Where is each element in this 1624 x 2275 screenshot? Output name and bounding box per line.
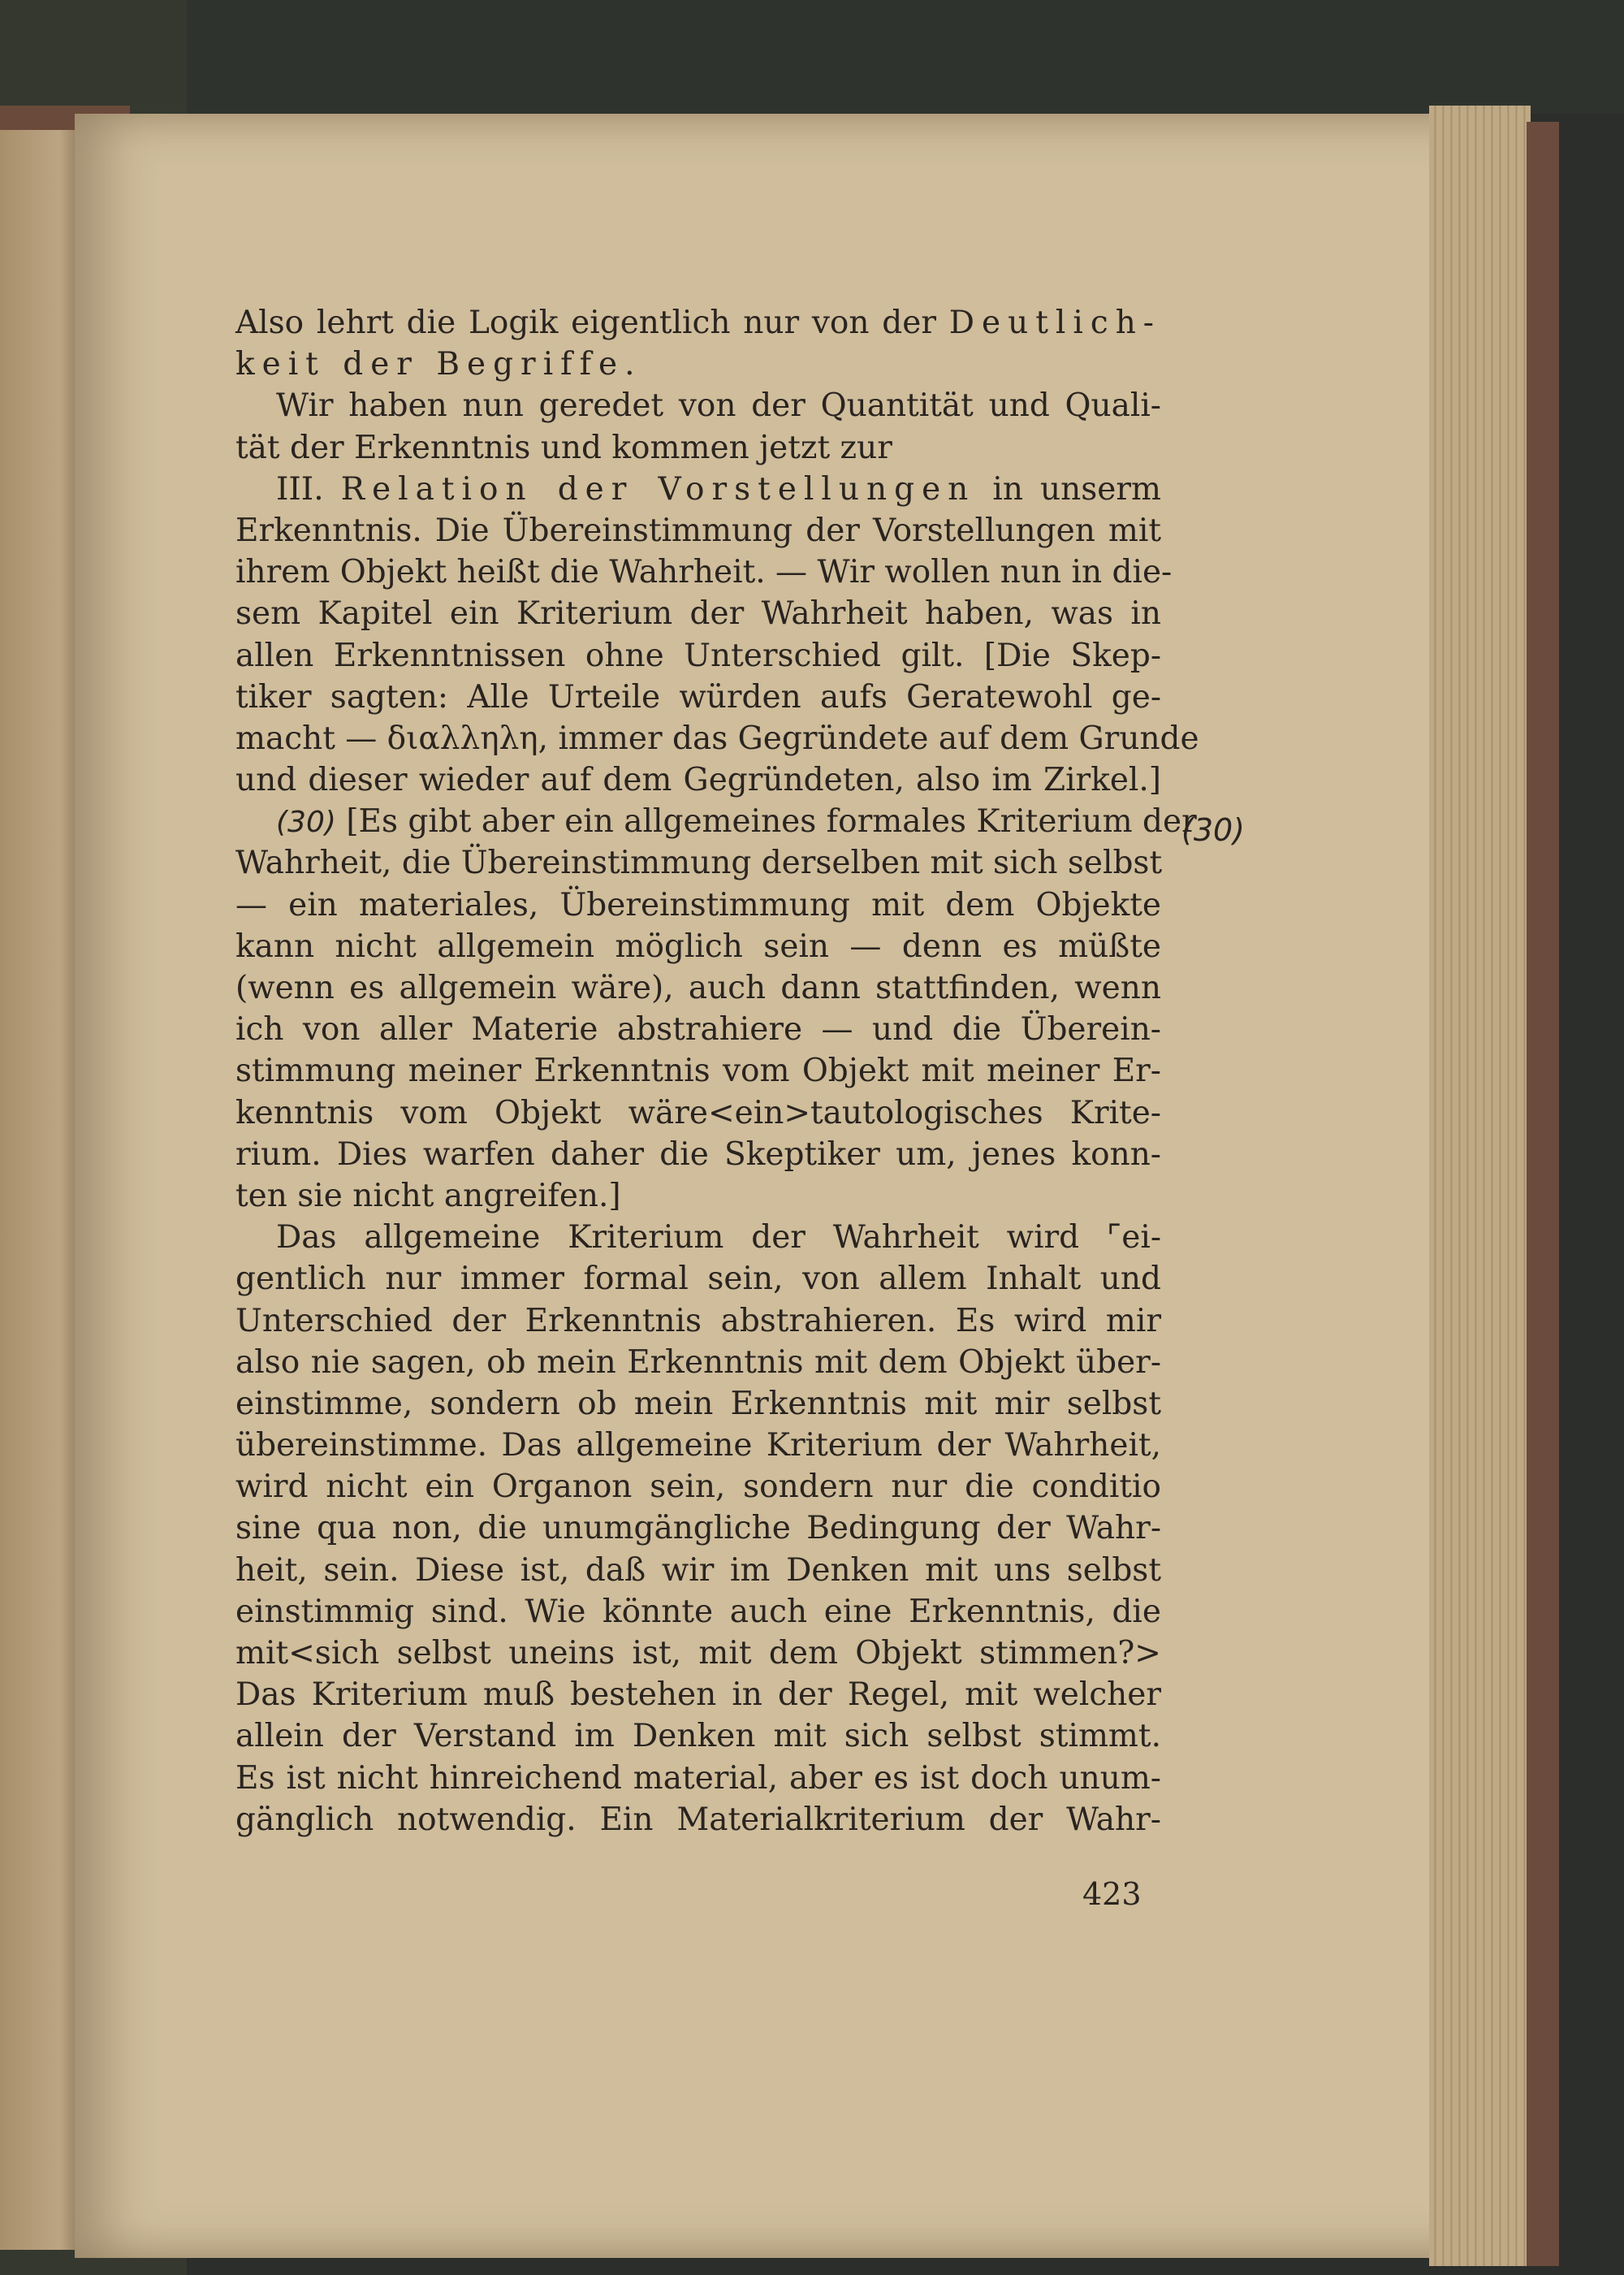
section-number: III. bbox=[276, 470, 324, 508]
text-span: in unserm bbox=[992, 470, 1161, 508]
text-line: keit der Begriffe. bbox=[235, 346, 642, 383]
text-line: einstimme, sondern ob mein Erkenntnis mit mir selbst bbox=[235, 1385, 1161, 1422]
text-line: allein der Verstand im Denken mit sich selbst stimmt. bbox=[235, 1718, 1161, 1755]
text-line: — ein materiales, Übereinstimmung mit dem Objekte bbox=[235, 886, 1161, 923]
text-line: gänglich notwendig. Ein Materialkriterium der Wahr- bbox=[235, 1801, 1161, 1838]
text-line: Das Kriterium muß bestehen in der Regel, mit welcher bbox=[235, 1676, 1161, 1714]
page-fore-edge bbox=[1429, 106, 1531, 2266]
text-line: Unterschied der Erkenntnis abstrahieren. Es wird mir bbox=[235, 1302, 1161, 1339]
text-line: tiker sagten: Alle Urteile würden aufs Geratewohl ge- bbox=[235, 678, 1161, 716]
text-line: Es ist nicht hinreichend material, aber es ist doch unum- bbox=[235, 1759, 1161, 1797]
text-line bbox=[235, 801, 1197, 842]
right-cover-edge bbox=[1527, 122, 1559, 2266]
page-number: 423 bbox=[1082, 1876, 1142, 1912]
text-line: kenntnis vom Objekt wäre<ein>tautologisches Krite- bbox=[235, 1094, 1161, 1131]
text-span: Also lehrt die Logik eigentlich nur von der bbox=[235, 305, 936, 341]
section-heading-line bbox=[235, 469, 1161, 510]
text-line: rium. Dies warfen daher die Skeptiker um, jenes konn- bbox=[235, 1135, 1161, 1173]
text-line: gentlich nur immer formal sein, von allem Inhalt und bbox=[235, 1261, 1161, 1298]
text-line: wird nicht ein Organon sein, sondern nur die conditio bbox=[235, 1468, 1161, 1506]
text-line: sem Kapitel ein Kriterium der Wahrheit haben, was in bbox=[235, 595, 1161, 633]
text-line: stimmung meiner Erkenntnis vom Objekt mit meiner Er- bbox=[235, 1053, 1161, 1090]
scan-background-top bbox=[0, 0, 1624, 114]
text-line: mit<sich selbst uneins ist, mit dem Objekt stimmen?> bbox=[235, 1635, 1161, 1672]
section-title: Relation der Vorstellungen bbox=[340, 470, 976, 508]
text-line: sine qua non, die unumgängliche Bedingung der Wahr- bbox=[235, 1510, 1161, 1547]
text-line: allen Erkenntnissen ohne Unterschied gilt. [Die Skep- bbox=[235, 637, 1161, 674]
inline-section-marker: (30) bbox=[276, 806, 336, 840]
text-line: macht — διαλληλη, immer das Gegründete auf dem Grunde bbox=[235, 720, 1199, 757]
text-line: Wahrheit, die Übereinstimmung derselben mit sich selbst bbox=[235, 845, 1163, 882]
text-line: ich von aller Materie abstrahiere — und die Überein- bbox=[235, 1011, 1161, 1049]
text-line: einstimmig sind. Wie könnte auch eine Erkenntnis, die bbox=[235, 1593, 1161, 1630]
text-line: tät der Erkenntnis und kommen jetzt zur bbox=[235, 429, 892, 466]
text-line: heit, sein. Diese ist, daß wir im Denken mit uns selbst bbox=[235, 1551, 1161, 1589]
text-line: Das allgemeine Kriterium der Wahrheit wird ⌜ei- bbox=[276, 1219, 1161, 1256]
text-line bbox=[235, 302, 1161, 344]
text-line: also nie sagen, ob mein Erkenntnis mit dem Objekt über- bbox=[235, 1343, 1161, 1381]
body-text bbox=[235, 302, 1199, 1840]
text-line: Wir haben nun geredet von der Quantität und Quali- bbox=[276, 387, 1161, 425]
text-span: [Es gibt aber ein allgemeines formales Kriterium der bbox=[346, 803, 1197, 841]
facing-page-edge bbox=[0, 114, 85, 2250]
margin-section-marker: (30) bbox=[1181, 812, 1246, 848]
text-line: und dieser wieder auf dem Gegründeten, also im Zirkel.] bbox=[235, 762, 1161, 799]
text-line: Erkenntnis. Die Übereinstimmung der Vorstellungen mit bbox=[235, 512, 1161, 549]
text-line: kann nicht allgemein möglich sein — denn es müßte bbox=[235, 928, 1161, 965]
text-line: übereinstimme. Das allgemeine Kriterium der Wahrheit, bbox=[235, 1427, 1161, 1464]
text-line: ten sie nicht angreifen.] bbox=[235, 1177, 621, 1214]
text-line: ihrem Objekt heißt die Wahrheit. — Wir wollen nun in die- bbox=[235, 554, 1173, 591]
text-line: (wenn es allgemein wäre), auch dann stattfinden, wenn bbox=[235, 970, 1161, 1006]
emphasized-term: Deutlich- bbox=[948, 305, 1161, 341]
